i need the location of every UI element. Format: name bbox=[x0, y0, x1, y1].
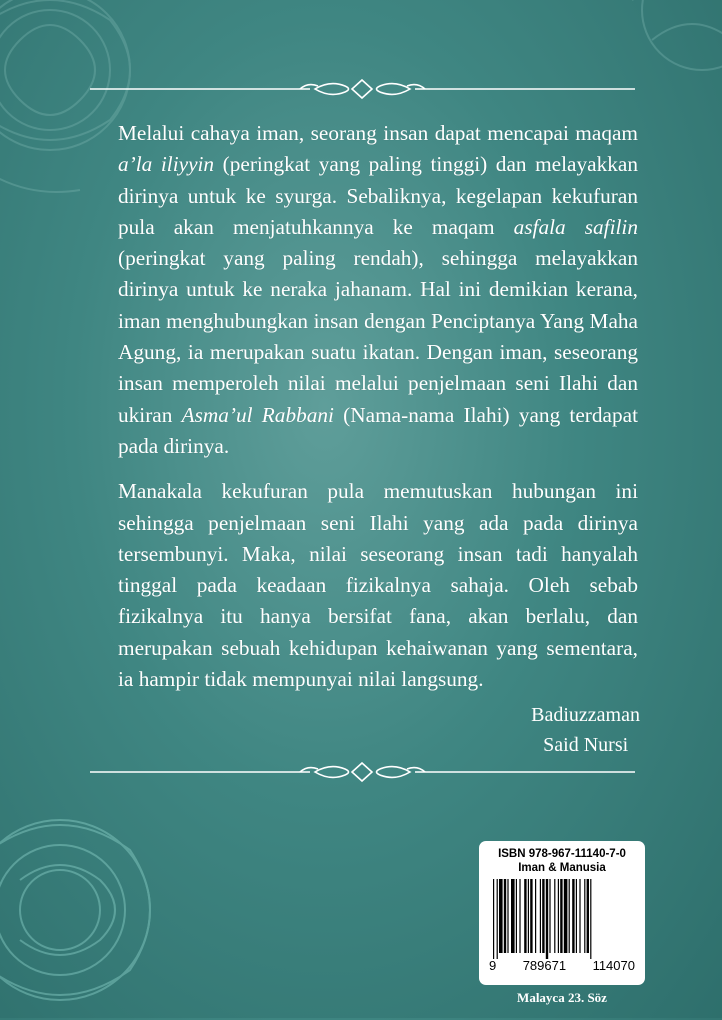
barcode-digit-group-1: 789671 bbox=[522, 958, 567, 973]
bottom-ornament bbox=[90, 757, 635, 787]
paragraph-1 bbox=[118, 118, 638, 462]
paragraph-1-segment: (peringkat yang paling rendah), sehingga melayakkan dirinya untuk ke neraka jahanam. Hal ini demikian kerana, iman menghubungkan insan dengan Penciptanya Yang Maha Agung, ia merupakan suatu ikatan. Dengan iman, seseorang insan memperoleh nilai melalui penjelmaan seni Ilahi dan ukiran bbox=[118, 246, 638, 427]
author-name-line2: Said Nursi bbox=[543, 734, 629, 756]
footer-note: Malayca 23. Söz bbox=[517, 990, 607, 1005]
author-name-line1: Badiuzzaman bbox=[531, 704, 640, 726]
author-signature bbox=[531, 700, 640, 760]
isbn-book-title: Iman & Manusia bbox=[518, 862, 606, 874]
paragraph-1-segment: Melalui cahaya iman, seorang insan dapat mencapai maqam bbox=[118, 121, 638, 145]
top-ornament bbox=[90, 74, 635, 104]
isbn-barcode-box bbox=[479, 841, 645, 985]
arabesque-pattern-icon bbox=[0, 760, 200, 1020]
body-text bbox=[118, 118, 638, 695]
barcode-digit-prefix: 9 bbox=[489, 958, 497, 973]
isbn-number: ISBN 978-967-11140-7-0 bbox=[498, 848, 626, 860]
paragraph-1-italic-term: Asma’ul Rabbani bbox=[181, 402, 334, 427]
barcode-digits bbox=[487, 959, 637, 973]
paragraph-2: Manakala kekufuran pula memutuskan hubungan ini sehingga penjelmaan seni Ilahi yang ada pada dirinya tersembunyi. Maka, nilai seseorang insan tadi hanyalah tinggal pada keadaan fizikalnya sahaja. Oleh sebab fizikalnya itu hanya bersifat fana, akan berlalu, dan merupakan sebuah kehidupan kehaiwanan yang sementara, ia hampir tidak mempunyai nilai langsung. bbox=[118, 479, 638, 692]
barcode-digit-group-2: 114070 bbox=[592, 958, 635, 973]
paragraph-1-italic-term: a’la iliyyin bbox=[118, 152, 215, 177]
paragraph-1-segment: (peringkat yang paling tinggi) dan melayakkan dirinya untuk ke syurga. Sebaliknya, kegelapan kekufuran pula akan menjatuhkannya ke maqam bbox=[118, 152, 638, 239]
barcode-icon bbox=[489, 879, 635, 959]
paragraph-1-italic-term: asfala safilin bbox=[513, 214, 638, 239]
paragraph-1-segment: (Nama-nama Ilahi) yang terdapat pada dirinya. bbox=[118, 402, 638, 458]
